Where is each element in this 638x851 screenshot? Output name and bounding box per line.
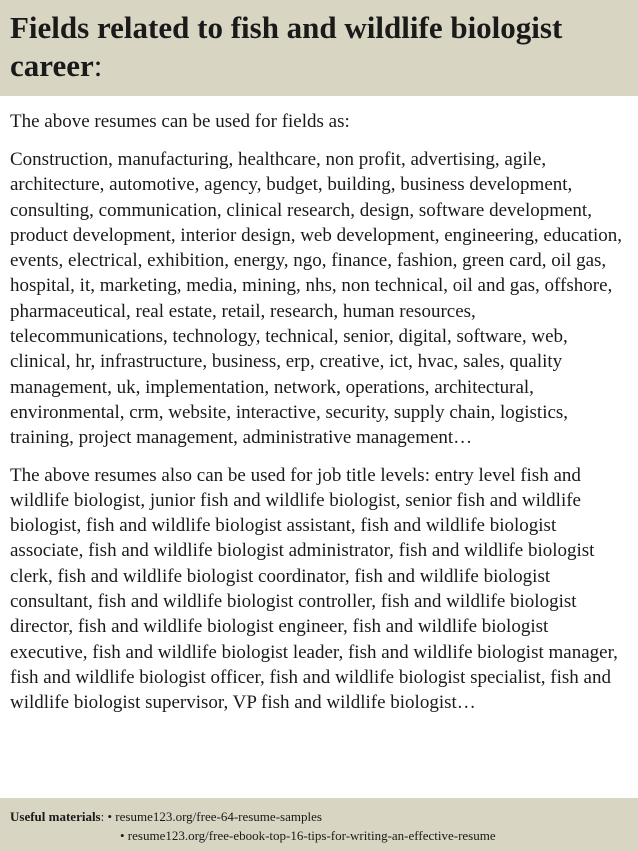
ebook-tips-link[interactable]: • resume123.org/free-ebook-top-16-tips-for-writing-an-effective-resume [120,828,496,843]
title-banner [0,0,638,96]
page-title [10,9,628,85]
footer-bar [0,798,638,851]
resume-samples-link[interactable]: • resume123.org/free-64-resume-samples [107,809,322,824]
job-levels-text: The above resumes also can be used for job title levels: entry level fish and wildlife biologist, junior fish and wildlife biologist, senior fish and wildlife biologist, fish and wildlife biologist assistant, fish and wildlife biologist associate, fish and wildlife biologist administrator, fish and wildlife biologist clerk, fish and wildlife biologist coordinator, fish and wildlife biologist consultant, fish and wildlife biologist controller, fish and wildlife biologist director, fish and wildlife biologist engineer, fish and wildlife biologist executive, fish and wildlife biologist leader, fish and wildlife biologist manager, fish and wildlife biologist officer, fish and wildlife biologist specialist, fish and wildlife biologist supervisor, VP fish and wildlife biologist… [10,464,618,714]
page-title-colon: : [93,48,103,83]
main-content [10,109,632,716]
footer-row-1 [10,807,628,826]
fields-list: Construction, manufacturing, healthcare, non profit, advertising, agile, architecture, automotive, agency, budget, building, business development, consulting, communication, clinical research, design, software development, product development, interior design, web development, engineering, education, events, electrical, exhibition, energy, ngo, finance, fashion, green card, oil gas, hospital, it, marketing, media, mining, nhs, non technical, oil and gas, offshore, pharmaceutical, real estate, retail, research, human resources, telecommunications, technology, technical, senior, digital, software, web, clinical, hr, infrastructure, business, erp, creative, ict, hvac, sales, quality management, uk, implementation, network, operations, architectural, environmental, crm, website, interactive, security, supply chain, logistics, training, project management, administrative management… [10,149,623,449]
page-title-text: Fields related to fish and wildlife biologist career [10,10,563,83]
useful-materials-label: Useful materials [10,809,101,824]
useful-materials-separator: : [100,809,105,824]
footer-row-2 [10,826,628,845]
intro-text: The above resumes can be used for fields as: [10,111,350,132]
